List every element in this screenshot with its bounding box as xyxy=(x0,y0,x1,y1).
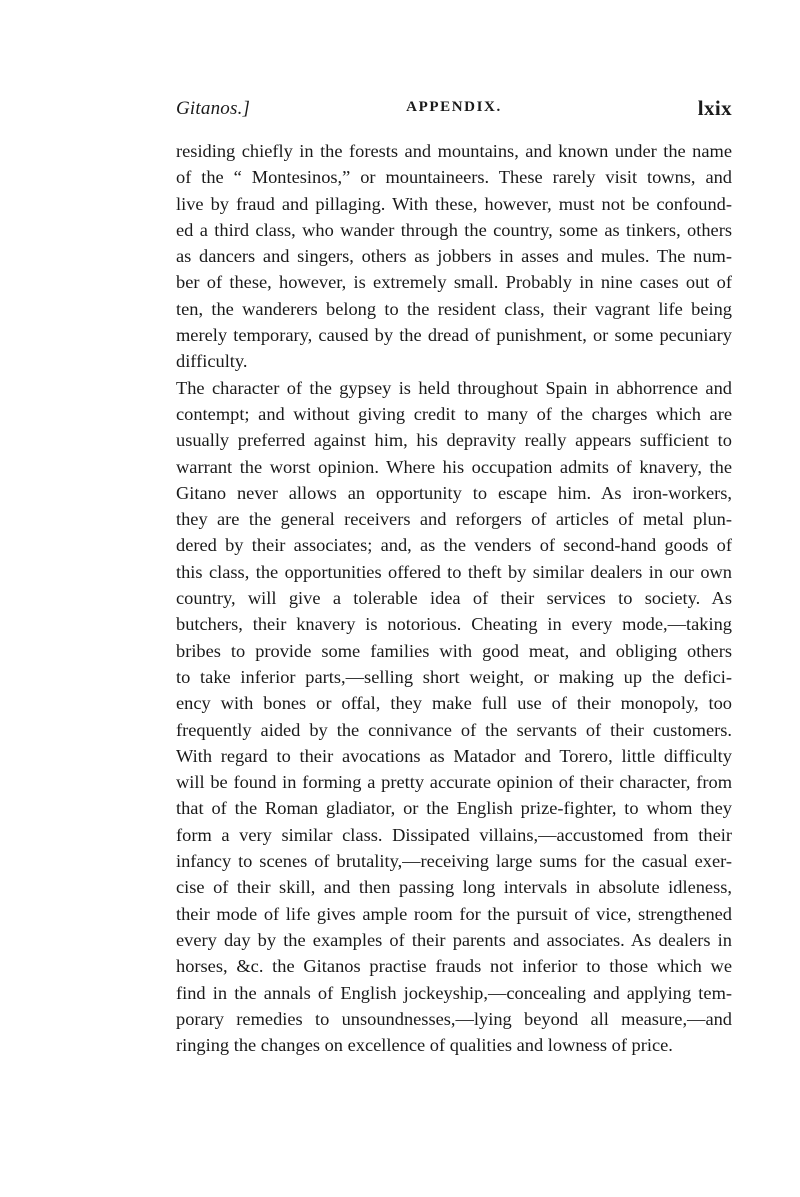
text-line: cise of their skill, and then passing long intervals in absolute idleness, xyxy=(176,877,732,898)
page-heading: APPENDIX. xyxy=(406,99,502,115)
text-line: will be found in forming a pretty accurate opinion of their character, from xyxy=(176,772,732,793)
running-head xyxy=(176,98,732,128)
text-line: Gitano never allows an opportunity to escape him. As iron-workers, xyxy=(176,482,732,503)
text-line: ten, the wanderers belong to the resident class, their vagrant life being xyxy=(176,298,732,319)
text-line: country, will give a tolerable idea of their services to society. As xyxy=(176,588,732,609)
text-line: of the “ Montesinos,” or mountaineers. These rarely visit towns, and xyxy=(176,167,732,188)
text-line: every day by the examples of their parents and associates. As dealers in xyxy=(176,929,732,950)
text-line: bribes to provide some families with good meat, and obliging others xyxy=(176,640,732,661)
text-line: merely temporary, caused by the dread of punishment, or some pecuniary xyxy=(176,325,732,346)
text-line: dered by their associates; and, as the venders of second-hand goods of xyxy=(176,535,732,556)
text-line: frequently aided by the connivance of the servants of their customers. xyxy=(176,719,732,740)
text-line: ber of these, however, is extremely small. Probably in nine cases out of xyxy=(176,272,732,293)
text-line: ency with bones or offal, they make full use of their monopoly, too xyxy=(176,693,732,714)
text-line: warrant the worst opinion. Where his occupation admits of knavery, the xyxy=(176,456,732,477)
text-line: residing chiefly in the forests and mountains, and known under the name xyxy=(176,141,732,161)
text-line: ringing the changes on excellence of qualities and lowness of price. xyxy=(176,1035,673,1056)
text-line: find in the annals of English jockeyship,—concealing and applying tem- xyxy=(176,982,732,1003)
text-line: infancy to scenes of brutality,—receiving large sums for the casual exer- xyxy=(176,851,732,872)
text-line: their mode of life gives ample room for the pursuit of vice, strengthened xyxy=(176,903,732,924)
text-line: they are the general receivers and reforgers of articles of metal plun- xyxy=(176,509,732,530)
text-line: live by fraud and pillaging. With these, however, must not be confound- xyxy=(176,193,732,214)
text-line: contempt; and without giving credit to many of the charges which are xyxy=(176,403,732,424)
text-line: that of the Roman gladiator, or the English prize-fighter, to whom they xyxy=(176,798,732,819)
text-line: horses, &c. the Gitanos practise frauds not inferior to those which we xyxy=(176,956,732,977)
text-line: this class, the opportunities offered to theft by similar dealers in our own xyxy=(176,561,732,582)
text-line: The character of the gypsey is held throughout Spain in abhorrence and xyxy=(176,377,732,398)
text-line: With regard to their avocations as Matador and Torero, little difficulty xyxy=(176,745,732,766)
text-line: porary remedies to unsoundnesses,—lying beyond all measure,—and xyxy=(176,1008,732,1029)
page-number: lxix xyxy=(697,96,732,120)
text-line: to take inferior parts,—selling short weight, or making up the defici- xyxy=(176,666,732,687)
section-title: Gitanos.] xyxy=(176,98,251,119)
text-line: form a very similar class. Dissipated villains,—accustomed from their xyxy=(176,824,732,845)
text-line: difficulty. xyxy=(176,351,248,372)
text-line: as dancers and singers, others as jobbers in asses and mules. The num- xyxy=(176,246,732,267)
text-line: butchers, their knavery is notorious. Cheating in every mode,—taking xyxy=(176,614,732,635)
text-line: usually preferred against him, his depravity really appears sufficient to xyxy=(176,430,732,451)
text-line: ed a third class, who wander through the country, some as tinkers, others xyxy=(176,219,732,240)
body-text xyxy=(176,138,732,1058)
